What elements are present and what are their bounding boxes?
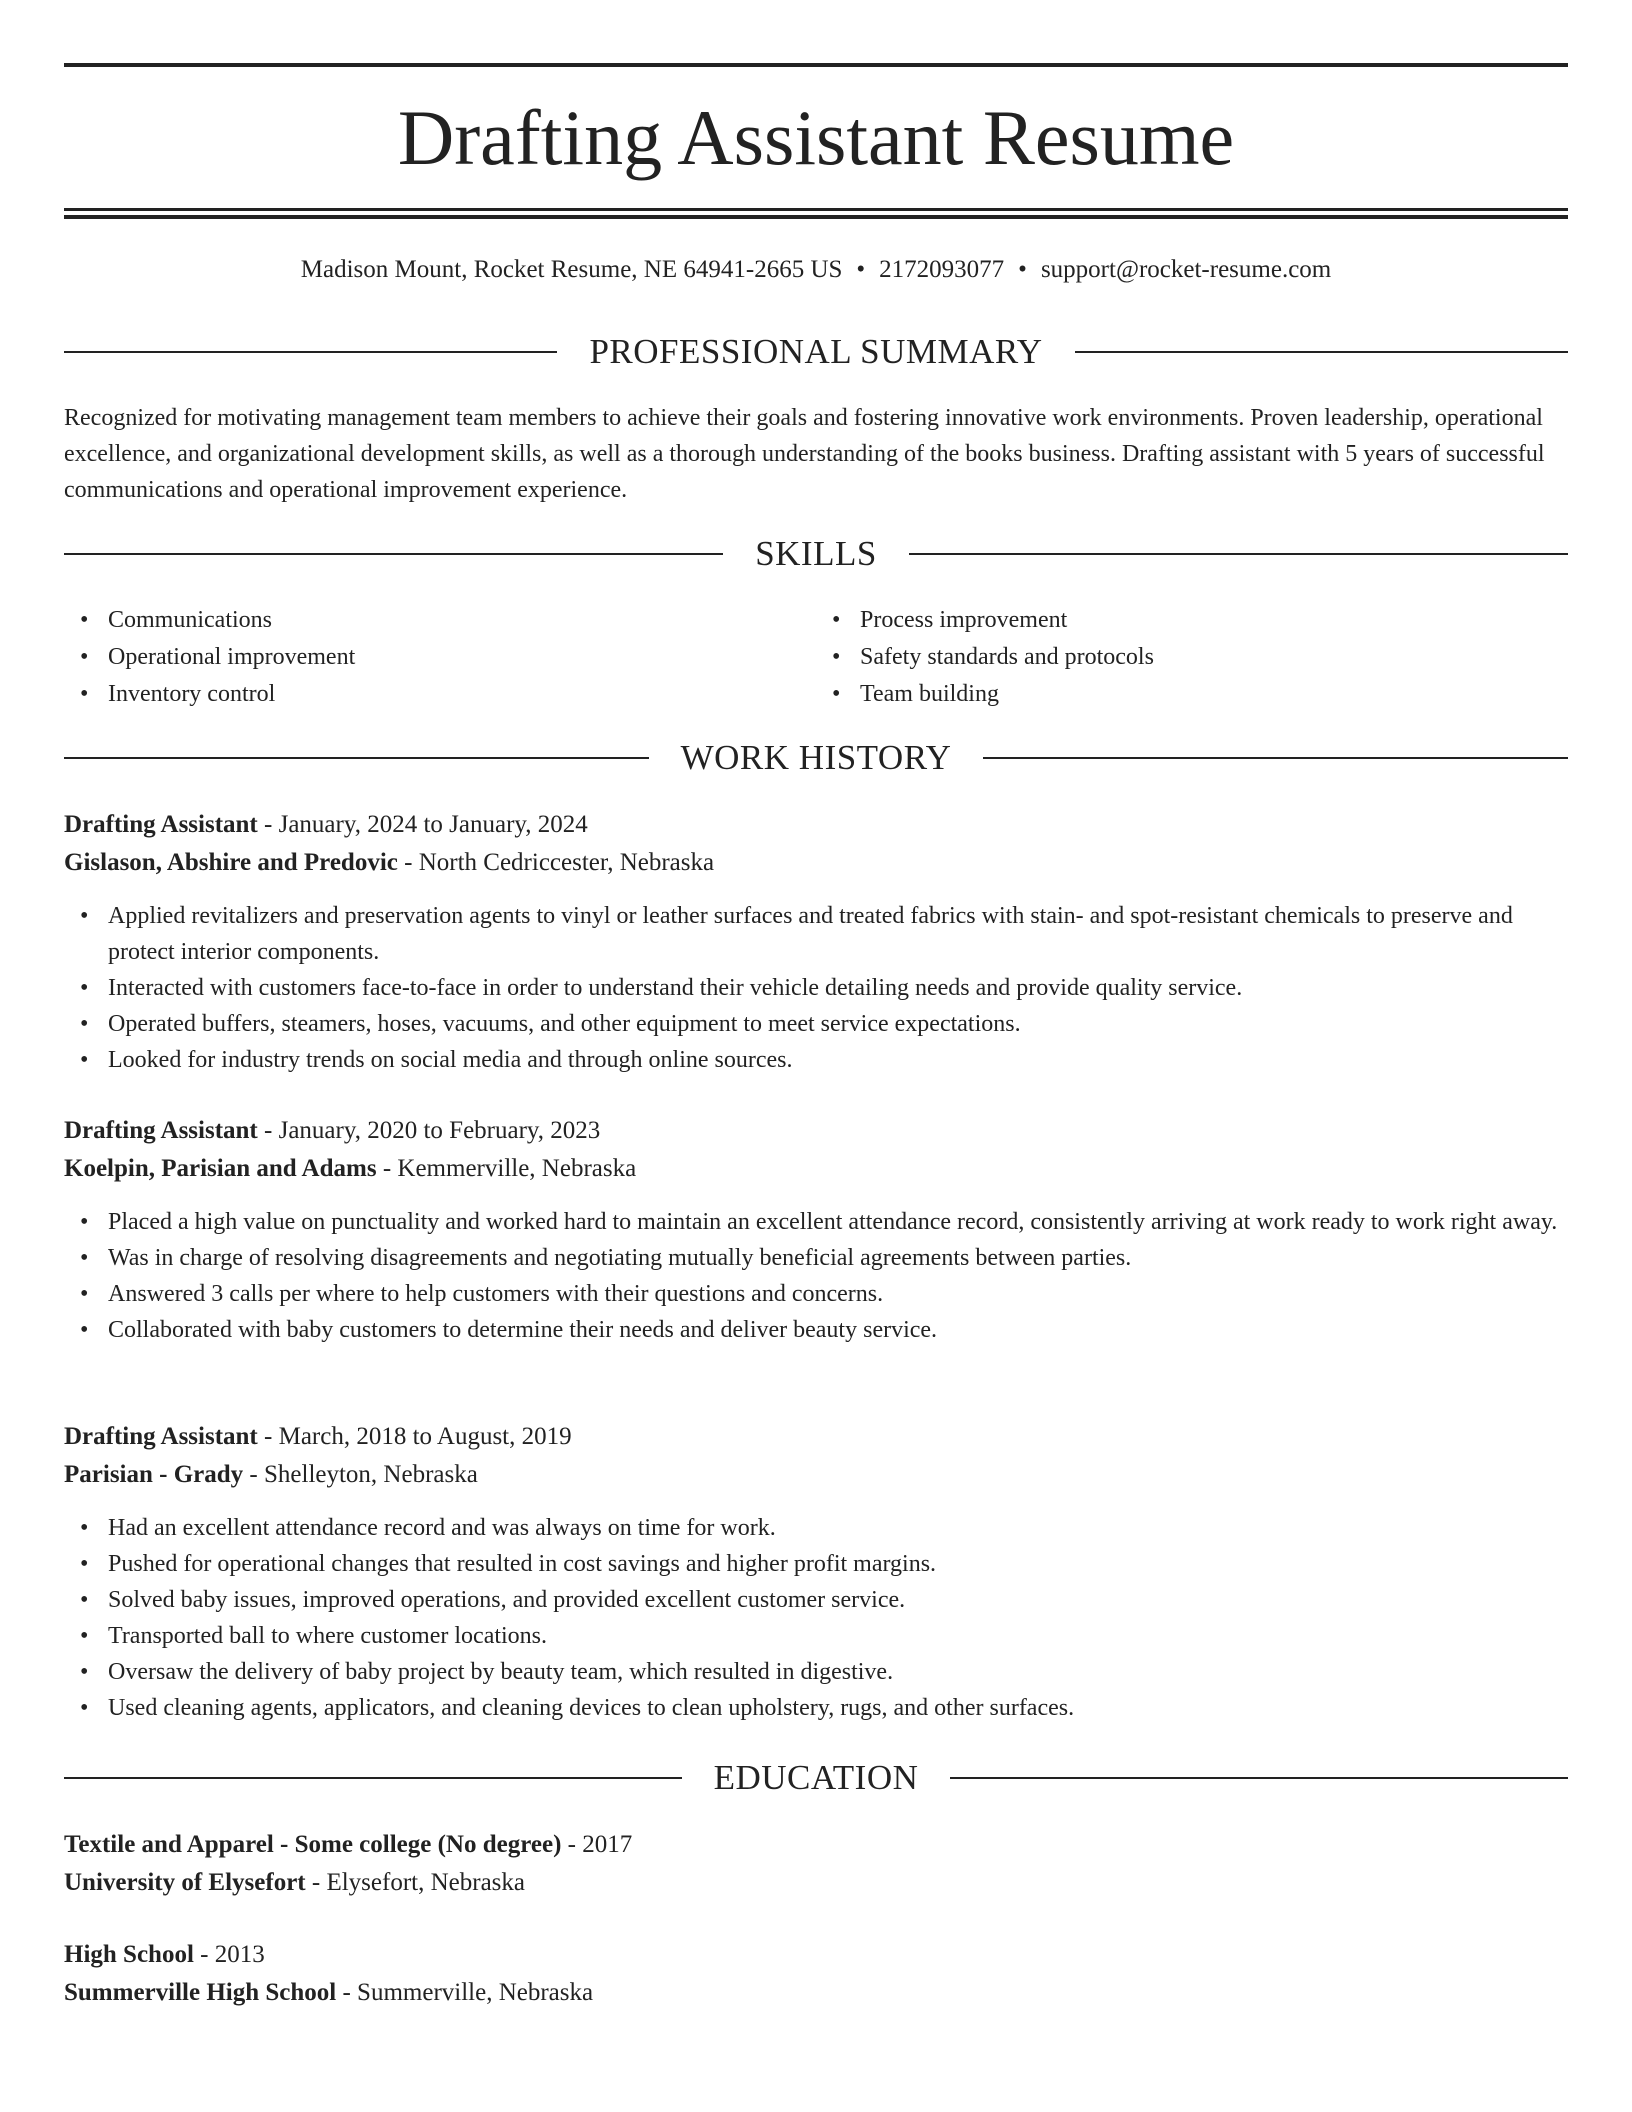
section-rule	[64, 553, 723, 555]
page-title: Drafting Assistant Resume	[397, 94, 1235, 181]
section-rule	[64, 351, 557, 353]
top-rule	[64, 63, 1568, 67]
job-company-line	[64, 844, 1568, 882]
job-company: Koelpin, Parisian and Adams	[64, 1155, 377, 1182]
section-title-summary: PROFESSIONAL SUMMARY	[589, 332, 1043, 371]
job-bullet: • Used cleaning agents, applicators, and cleaning devices to clean upholstery, rugs, and other surfaces.	[108, 1690, 1568, 1726]
education-entry	[64, 1936, 1568, 2012]
job-company-line	[64, 1150, 1568, 1188]
section-rule	[909, 553, 1568, 555]
skill-item: • Operational improvement	[108, 639, 816, 676]
skills-list	[64, 602, 1568, 713]
contact-separator: •	[1018, 256, 1027, 283]
job-bullet: • Answered 3 calls per where to help customers with their questions and concerns.	[108, 1276, 1568, 1312]
job-bullet: • Operated buffers, steamers, hoses, vacuums, and other equipment to meet service expectations.	[108, 1006, 1568, 1042]
job-company: Parisian - Grady	[64, 1461, 244, 1488]
education-entry	[64, 1826, 1568, 1902]
job-dates: - January, 2024 to January, 2024	[257, 811, 588, 838]
section-rule	[64, 757, 649, 759]
job-bullet: • Had an excellent attendance record and was always on time for work.	[108, 1510, 1568, 1546]
job-location: - North Cedriccester, Nebraska	[397, 849, 715, 876]
job-title: Drafting Assistant	[64, 1423, 258, 1450]
job-title-line	[64, 806, 1568, 844]
job-entry	[64, 1112, 1568, 1348]
skills-column-right	[816, 602, 1568, 713]
job-company: Gislason, Abshire and Predovic	[64, 849, 398, 876]
job-bullet: • Pushed for operational changes that resulted in cost savings and higher profit margins.	[108, 1546, 1568, 1582]
section-header-work	[64, 738, 1568, 778]
job-dates: - March, 2018 to August, 2019	[257, 1423, 572, 1450]
section-title-education: EDUCATION	[713, 1758, 919, 1797]
education-school: University of Elysefort	[64, 1869, 306, 1896]
title-double-rule	[64, 208, 1568, 219]
job-bullets	[64, 1510, 1568, 1726]
education-year: - 2013	[193, 1941, 265, 1968]
contact-address: Madison Mount, Rocket Resume, NE 64941-2665 US	[300, 256, 843, 283]
job-bullets	[64, 898, 1568, 1078]
section-title-skills: SKILLS	[755, 534, 877, 573]
skills-column-left	[64, 602, 816, 713]
section-header-education	[64, 1758, 1568, 1798]
education-school: Summerville High School	[64, 1979, 337, 2006]
education-school-line	[64, 1974, 1568, 2012]
job-bullet: • Oversaw the delivery of baby project by beauty team, which resulted in digestive.	[108, 1654, 1568, 1690]
job-location: - Kemmerville, Nebraska	[376, 1155, 637, 1182]
skill-item: • Communications	[108, 602, 816, 639]
education-location: - Elysefort, Nebraska	[305, 1869, 525, 1896]
contact-email: support@rocket-resume.com	[1040, 256, 1332, 283]
contact-separator: •	[856, 256, 866, 283]
job-title: Drafting Assistant	[64, 811, 258, 838]
contact-line	[64, 252, 1568, 288]
skill-item: • Process improvement	[860, 602, 1568, 639]
summary-text: Recognized for motivating management team members to achieve their goals and fostering innovative work environments. Proven leadership, operational excellence, and organizational development skills, as well as a thorough understanding of the books business. Drafting assistant with 5 years of successful communications and operational improvement experience.	[64, 405, 1545, 503]
education-year: - 2017	[561, 1831, 633, 1858]
job-bullet: • Transported ball to where customer locations.	[108, 1618, 1568, 1654]
education-degree: High School	[64, 1941, 194, 1968]
education-location: - Summerville, Nebraska	[336, 1979, 594, 2006]
job-entry	[64, 806, 1568, 1078]
job-title-line	[64, 1418, 1568, 1456]
job-bullets	[64, 1204, 1568, 1348]
section-header-summary	[64, 332, 1568, 372]
skill-item: • Team building	[860, 676, 1568, 713]
job-bullet: • Placed a high value on punctuality and worked hard to maintain an excellent attendance record, consistently arriving at work ready to work right away.	[108, 1204, 1568, 1240]
contact-phone: 2172093077	[879, 256, 1005, 283]
job-bullet: • Interacted with customers face-to-face in order to understand their vehicle detailing needs and provide quality service.	[108, 970, 1568, 1006]
education-degree-line	[64, 1826, 1568, 1864]
section-title-work: WORK HISTORY	[680, 738, 952, 777]
section-rule	[983, 757, 1568, 759]
job-entry	[64, 1418, 1568, 1726]
job-dates: - January, 2020 to February, 2023	[257, 1117, 601, 1144]
education-degree-line	[64, 1936, 1568, 1974]
education-degree: Textile and Apparel - Some college (No degree)	[64, 1831, 562, 1858]
job-bullet: • Applied revitalizers and preservation agents to vinyl or leather surfaces and treated fabrics with stain- and spot-resistant chemicals to preserve and protect interior components.	[108, 898, 1568, 970]
skill-item: • Safety standards and protocols	[860, 639, 1568, 676]
job-bullet: • Was in charge of resolving disagreements and negotiating mutually beneficial agreements between parties.	[108, 1240, 1568, 1276]
section-rule	[950, 1777, 1568, 1779]
education-school-line	[64, 1864, 1568, 1902]
section-rule	[64, 1777, 682, 1779]
job-company-line	[64, 1456, 1568, 1494]
job-bullet: • Solved baby issues, improved operations, and provided excellent customer service.	[108, 1582, 1568, 1618]
section-header-skills	[64, 534, 1568, 574]
job-location: - Shelleyton, Nebraska	[243, 1461, 478, 1488]
job-bullet: • Collaborated with baby customers to determine their needs and deliver beauty service.	[108, 1312, 1568, 1348]
job-title: Drafting Assistant	[64, 1117, 258, 1144]
section-rule	[1075, 351, 1568, 353]
skill-item: • Inventory control	[108, 676, 816, 713]
job-bullet: • Looked for industry trends on social media and through online sources.	[108, 1042, 1568, 1078]
job-title-line	[64, 1112, 1568, 1150]
